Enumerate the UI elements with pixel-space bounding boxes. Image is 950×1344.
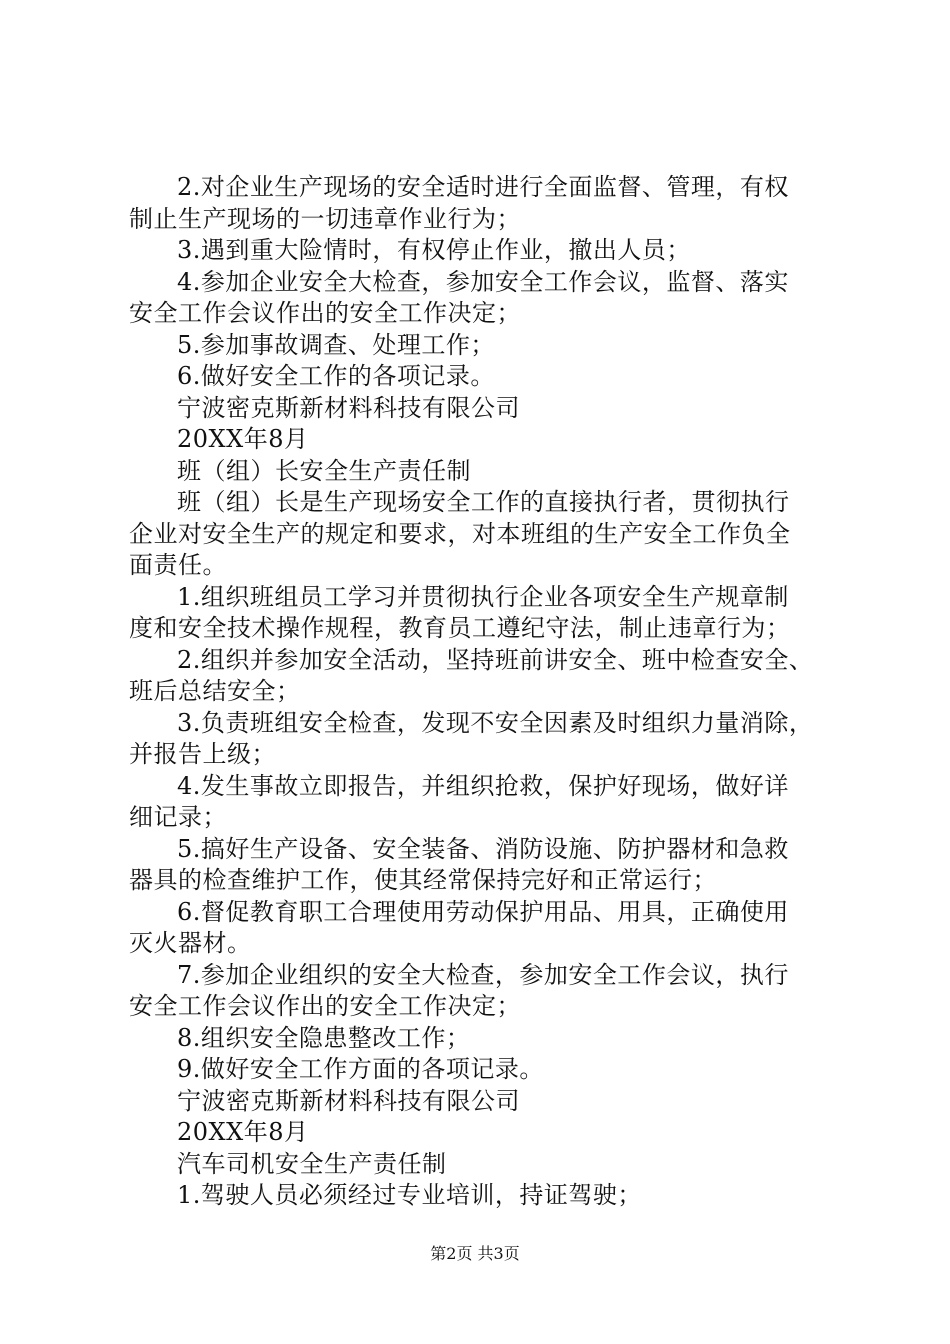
text-line: 8.组织安全隐患整改工作； xyxy=(177,1023,471,1052)
text-line: 9.做好安全工作方面的各项记录。 xyxy=(177,1055,544,1083)
text-line: 5.参加事故调查、处理工作； xyxy=(177,330,495,359)
text-line: 灭火器材。 xyxy=(129,929,252,957)
text-line: 度和安全技术操作规程，教育员工遵纪守法，制止违章行为； xyxy=(129,614,791,642)
page-number-footer: 第2页 共3页 xyxy=(430,1244,520,1263)
text-line: 班（组）长安全生产责任制 xyxy=(177,456,471,485)
text-line: 制止生产现场的一切违章作业行为； xyxy=(129,204,521,233)
text-line: 6.做好安全工作的各项记录。 xyxy=(177,362,495,390)
text-line: 面责任。 xyxy=(129,551,227,579)
text-line: 汽车司机安全生产责任制 xyxy=(177,1149,447,1178)
document-body xyxy=(129,172,833,1212)
text-line: 宁波密克斯新材料科技有限公司 xyxy=(177,393,520,422)
text-line: 3.遇到重大险情时，有权停止作业，撤出人员； xyxy=(177,236,691,264)
text-line: 20XX年8月 xyxy=(177,425,309,453)
text-line: 细记录； xyxy=(129,803,227,831)
text-line: 2.对企业生产现场的安全适时进行全面监督、管理，有权 xyxy=(177,173,789,201)
text-line: 器具的检查维护工作，使其经常保持完好和正常运行； xyxy=(129,866,717,894)
text-line: 安全工作会议作出的安全工作决定； xyxy=(129,299,521,327)
text-line: 宁波密克斯新材料科技有限公司 xyxy=(177,1086,520,1115)
text-line: 3.负责班组安全检查，发现不安全因素及时组织力量消除， xyxy=(177,708,814,737)
text-line: 4.参加企业安全大检查，参加安全工作会议，监督、落实 xyxy=(177,267,789,296)
text-line: 2.组织并参加安全活动，坚持班前讲安全、班中检查安全、 xyxy=(177,645,814,674)
text-line: 4.发生事故立即报告，并组织抢救，保护好现场，做好详 xyxy=(177,771,789,800)
text-line: 企业对安全生产的规定和要求，对本班组的生产安全工作负全 xyxy=(129,519,791,548)
text-line: 班（组）长是生产现场安全工作的直接执行者，贯彻执行 xyxy=(177,488,790,516)
text-line: 并报告上级； xyxy=(129,740,276,768)
text-line: 6.督促教育职工合理使用劳动保护用品、用具，正确使用 xyxy=(177,897,789,926)
text-line: 5.搞好生产设备、安全装备、消防设施、防护器材和急救 xyxy=(177,834,789,863)
text-line: 安全工作会议作出的安全工作决定； xyxy=(129,992,521,1020)
text-line: 20XX年8月 xyxy=(177,1118,309,1146)
text-line: 1.组织班组员工学习并贯彻执行企业各项安全生产规章制 xyxy=(177,582,789,611)
text-line: 1.驾驶人员必须经过专业培训，持证驾驶； xyxy=(177,1181,642,1209)
text-line: 7.参加企业组织的安全大检查，参加安全工作会议，执行 xyxy=(177,960,789,989)
text-line: 班后总结安全； xyxy=(129,677,301,705)
